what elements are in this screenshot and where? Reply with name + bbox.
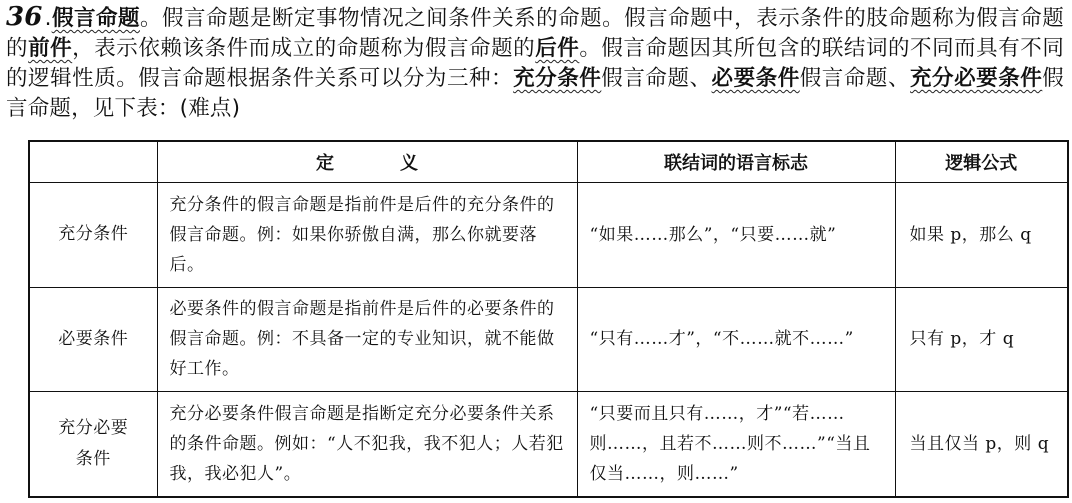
row-definition: 充分必要条件假言命题是指断定充分必要条件关系的条件命题。例如：“人不犯我，我不犯人；人若犯我，我必犯人”。 bbox=[157, 392, 577, 497]
row-label: 必要条件 bbox=[29, 287, 157, 392]
row-connective: “只有……才”，“不……就不……” bbox=[577, 287, 895, 392]
header-formula: 逻辑公式 bbox=[895, 141, 1068, 183]
sentence-6: 假言命题，见下表：(难点) bbox=[6, 66, 1064, 121]
item-number: 36 bbox=[6, 2, 43, 32]
term-sufficient-condition: 充分条件 bbox=[513, 66, 602, 91]
row-formula: 只有 p，才 q bbox=[895, 287, 1068, 392]
conditional-proposition-table bbox=[28, 140, 1069, 498]
row-connective: “如果……那么”，“只要……就” bbox=[577, 183, 895, 288]
table-header-row bbox=[29, 141, 1068, 183]
term-consequent: 后件 bbox=[535, 36, 580, 61]
term-sufficient-necessary-condition: 充分必要条件 bbox=[910, 66, 1043, 91]
sentence-1: 。假言命题是断定事物情况之间条件关系的命题。假言命题中，表示条件的肢命题称为假言命题的 bbox=[6, 6, 1064, 61]
row-label: 充分条件 bbox=[29, 183, 157, 288]
term-conditional-proposition: 假言命题 bbox=[51, 6, 140, 31]
row-formula: 如果 p，那么 q bbox=[895, 183, 1068, 288]
item-number-dot: . bbox=[44, 6, 52, 31]
table-row bbox=[29, 183, 1068, 288]
sentence-3: 。假言命题因其所包含的联结词的不同而具有不同的逻辑性质。假言命题根据条件关系可以分为三种： bbox=[6, 36, 1065, 91]
row-formula: 当且仅当 p，则 q bbox=[895, 392, 1068, 497]
row-label: 充分必要 条件 bbox=[29, 392, 157, 497]
header-connective: 联结词的语言标志 bbox=[577, 141, 895, 183]
sentence-5: 假言命题、 bbox=[799, 66, 910, 91]
row-definition: 必要条件的假言命题是指前件是后件的必要条件的假言命题。例：不具备一定的专业知识，就不能做好工作。 bbox=[157, 287, 577, 392]
header-definition-right: 义 bbox=[400, 153, 418, 174]
term-antecedent: 前件 bbox=[28, 36, 73, 61]
sentence-2: ，表示依赖该条件而成立的命题称为假言命题的 bbox=[72, 36, 536, 61]
header-blank bbox=[29, 141, 157, 183]
row-connective: “只要而且只有……，才”“若……则……，且若不……则不……”“当且仅当……，则……” bbox=[577, 392, 895, 497]
header-definition bbox=[157, 141, 577, 183]
row-definition: 充分条件的假言命题是指前件是后件的充分条件的假言命题。例：如果你骄傲自满，那么你就要落后。 bbox=[157, 183, 577, 288]
term-necessary-condition: 必要条件 bbox=[711, 66, 800, 91]
table-row bbox=[29, 287, 1068, 392]
intro-paragraph bbox=[6, 2, 1064, 124]
header-definition-left: 定 bbox=[316, 153, 334, 174]
table-row bbox=[29, 392, 1068, 497]
sentence-4: 假言命题、 bbox=[601, 66, 712, 91]
